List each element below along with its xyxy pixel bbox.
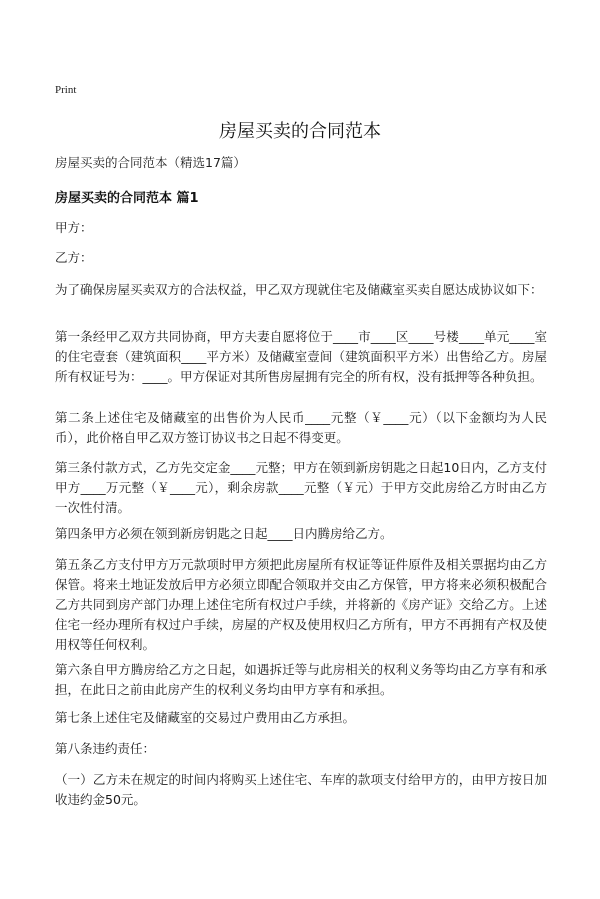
clause-7-paragraph: 第七条上述住宅及储藏室的交易过户费用由乙方承担。 — [55, 710, 356, 725]
party-a-line: 甲方： — [55, 220, 93, 235]
clause-3-paragraph: 第三条付款方式，乙方先交定金____元整；甲方在领到新房钥匙之日起10日内，乙方支付甲方____万元整（￥____元），剩余房款____元整（￥元）于甲方交此房给乙方时由乙方一次性付清。 — [55, 460, 547, 515]
clause-6-paragraph: 第六条自甲方腾房给乙方之日起，如遇拆迁等与此房相关的权利义务等均由乙方享有和承担，在此日之前由此房产生的权利义务均由甲方享有和承担。 — [55, 662, 547, 697]
clause-2-paragraph: 第二条上述住宅及储藏室的出售价为人民币____元整（￥____元）（以下金额均为人民币），此价格自甲乙双方签订协议书之日起不得变更。 — [55, 410, 547, 445]
party-b-line: 乙方： — [55, 250, 93, 265]
clause-8-heading: 第八条违约责任： — [55, 741, 156, 756]
document-subtitle: 房屋买卖的合同范本（精选17篇） — [55, 155, 246, 170]
print-link[interactable]: Print — [55, 84, 77, 96]
page-title: 房屋买卖的合同范本 — [219, 121, 381, 142]
clause-8-item-1: （一）乙方未在规定的时间内将购买上述住宅、车库的款项支付给甲方的，由甲方按日加收违约金50元。 — [55, 772, 547, 807]
clause-4-paragraph: 第四条甲方必须在领到新房钥匙之日起____日内腾房给乙方。 — [55, 526, 393, 541]
preamble-paragraph: 为了确保房屋买卖双方的合法权益，甲乙双方现就住宅及储藏室买卖自愿达成协议如下： — [55, 282, 543, 297]
clause-5-paragraph: 第五条乙方支付甲方万元款项时甲方须把此房屋所有权证等证件原件及相关票据均由乙方保管。将来土地证发放后甲方必须立即配合领取并交由乙方保管，甲方将来必须积极配合乙方共同到房产部门办理上述住宅所有权过户手续，并将新的《房产证》交给乙方。上述住宅一经办理所有权过户手续，房屋的产权及使用权归乙方所有，甲方不再拥有产权及使用权等任何权利。 — [55, 557, 547, 652]
section-title: 房屋买卖的合同范本 篇1 — [55, 191, 199, 206]
clause-1-paragraph: 第一条经甲乙双方共同协商，甲方夫妻自愿将位于____市____区____号楼____单元____室的住宅壹套（建筑面积____平方米）及储藏室壹间（建筑面积平方米）出售给乙方。房屋所有权证号为：____。甲方保证对其所售房屋拥有完全的所有权，没有抵押等各种负担。 — [55, 329, 547, 384]
